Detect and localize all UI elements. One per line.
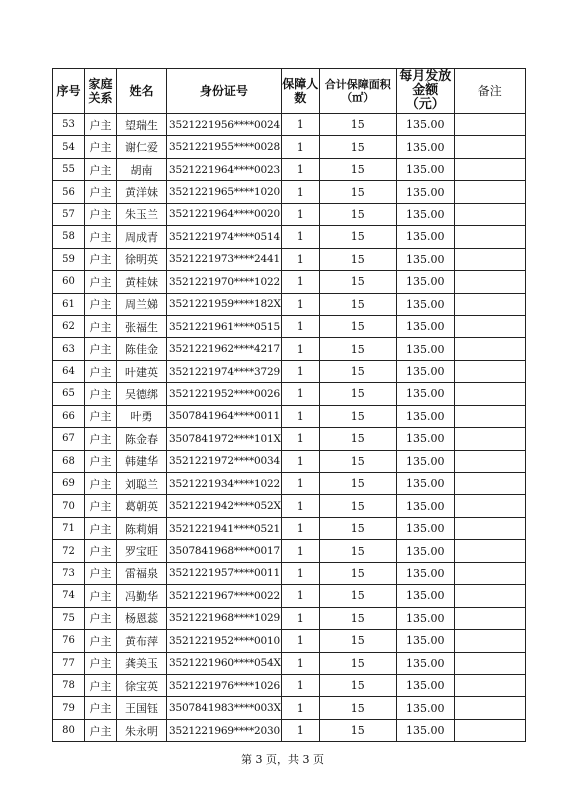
cell-amount: 135.00 xyxy=(396,383,454,405)
cell-note xyxy=(454,158,525,180)
cell-relation: 户主 xyxy=(85,293,117,315)
cell-id-number: 3521221973****2441 xyxy=(167,248,282,270)
cell-relation: 户主 xyxy=(85,562,117,584)
cell-note xyxy=(454,405,525,427)
cell-persons: 1 xyxy=(281,405,319,427)
cell-persons: 1 xyxy=(281,562,319,584)
cell-persons: 1 xyxy=(281,450,319,472)
cell-id-number: 3507841964****0011 xyxy=(167,405,282,427)
table-row xyxy=(53,607,526,629)
cell-no: 66 xyxy=(53,405,85,427)
cell-no: 70 xyxy=(53,495,85,517)
cell-id-number: 3521221968****1029 xyxy=(167,607,282,629)
cell-name: 杨恩蕊 xyxy=(117,607,167,629)
table-row xyxy=(53,473,526,495)
cell-area: 15 xyxy=(319,607,396,629)
cell-area: 15 xyxy=(319,293,396,315)
cell-name: 吴德绑 xyxy=(117,383,167,405)
cell-area: 15 xyxy=(319,226,396,248)
cell-id-number: 3521221962****4217 xyxy=(167,338,282,360)
table-row xyxy=(53,495,526,517)
table-row xyxy=(53,383,526,405)
cell-name: 朱玉兰 xyxy=(117,203,167,225)
header-persons: 保障人数 xyxy=(281,69,319,114)
cell-relation: 户主 xyxy=(85,383,117,405)
cell-name: 周兰娣 xyxy=(117,293,167,315)
cell-name: 徐明英 xyxy=(117,248,167,270)
cell-no: 78 xyxy=(53,674,85,696)
cell-area: 15 xyxy=(319,473,396,495)
cell-persons: 1 xyxy=(281,271,319,293)
cell-name: 陈佳金 xyxy=(117,338,167,360)
table-row xyxy=(53,338,526,360)
table-row xyxy=(53,226,526,248)
table-row xyxy=(53,697,526,719)
cell-relation: 户主 xyxy=(85,271,117,293)
cell-amount: 135.00 xyxy=(396,674,454,696)
cell-relation: 户主 xyxy=(85,630,117,652)
cell-area: 15 xyxy=(319,181,396,203)
cell-persons: 1 xyxy=(281,293,319,315)
cell-note xyxy=(454,652,525,674)
cell-no: 68 xyxy=(53,450,85,472)
cell-persons: 1 xyxy=(281,338,319,360)
cell-relation: 户主 xyxy=(85,607,117,629)
table-body xyxy=(53,114,526,742)
cell-area: 15 xyxy=(319,315,396,337)
cell-area: 15 xyxy=(319,338,396,360)
cell-name: 陈金春 xyxy=(117,428,167,450)
cell-note xyxy=(454,473,525,495)
cell-amount: 135.00 xyxy=(396,585,454,607)
cell-no: 77 xyxy=(53,652,85,674)
cell-id-number: 3521221964****0023 xyxy=(167,158,282,180)
cell-name: 刘聪兰 xyxy=(117,473,167,495)
cell-name: 胡南 xyxy=(117,158,167,180)
cell-relation: 户主 xyxy=(85,540,117,562)
cell-persons: 1 xyxy=(281,315,319,337)
cell-relation: 户主 xyxy=(85,338,117,360)
cell-note xyxy=(454,181,525,203)
cell-area: 15 xyxy=(319,405,396,427)
cell-persons: 1 xyxy=(281,630,319,652)
cell-amount: 135.00 xyxy=(396,697,454,719)
cell-id-number: 3521221967****0022 xyxy=(167,585,282,607)
header-no: 序号 xyxy=(53,69,85,114)
cell-amount: 135.00 xyxy=(396,338,454,360)
cell-note xyxy=(454,293,525,315)
cell-name: 叶勇 xyxy=(117,405,167,427)
table-row xyxy=(53,181,526,203)
cell-persons: 1 xyxy=(281,428,319,450)
cell-name: 黄洋妹 xyxy=(117,181,167,203)
cell-note xyxy=(454,517,525,539)
cell-name: 罗宝旺 xyxy=(117,540,167,562)
table-row xyxy=(53,136,526,158)
cell-note xyxy=(454,540,525,562)
cell-area: 15 xyxy=(319,652,396,674)
cell-amount: 135.00 xyxy=(396,136,454,158)
cell-relation: 户主 xyxy=(85,450,117,472)
cell-no: 80 xyxy=(53,719,85,741)
cell-no: 57 xyxy=(53,203,85,225)
cell-relation: 户主 xyxy=(85,203,117,225)
cell-persons: 1 xyxy=(281,540,319,562)
cell-relation: 户主 xyxy=(85,360,117,382)
cell-relation: 户主 xyxy=(85,226,117,248)
table-row xyxy=(53,428,526,450)
cell-no: 65 xyxy=(53,383,85,405)
cell-no: 59 xyxy=(53,248,85,270)
cell-id-number: 3507841983****003X xyxy=(167,697,282,719)
cell-note xyxy=(454,697,525,719)
cell-amount: 135.00 xyxy=(396,405,454,427)
cell-name: 冯勤华 xyxy=(117,585,167,607)
cell-persons: 1 xyxy=(281,495,319,517)
cell-name: 陈莉娟 xyxy=(117,517,167,539)
table-row xyxy=(53,114,526,136)
cell-id-number: 3521221952****0026 xyxy=(167,383,282,405)
cell-relation: 户主 xyxy=(85,114,117,136)
cell-name: 黄布萍 xyxy=(117,630,167,652)
cell-no: 63 xyxy=(53,338,85,360)
cell-relation: 户主 xyxy=(85,495,117,517)
table-row xyxy=(53,630,526,652)
cell-no: 76 xyxy=(53,630,85,652)
cell-no: 64 xyxy=(53,360,85,382)
cell-id-number: 3521221941****0521 xyxy=(167,517,282,539)
cell-note xyxy=(454,360,525,382)
cell-id-number: 3521221970****1022 xyxy=(167,271,282,293)
page-footer: 第 3 页，共 3 页 xyxy=(241,753,324,766)
cell-note xyxy=(454,495,525,517)
cell-relation: 户主 xyxy=(85,719,117,741)
cell-relation: 户主 xyxy=(85,181,117,203)
cell-amount: 135.00 xyxy=(396,293,454,315)
cell-amount: 135.00 xyxy=(396,248,454,270)
header-area: 合计保障面积（㎡） xyxy=(319,69,396,114)
cell-persons: 1 xyxy=(281,517,319,539)
header-relation: 家庭关系 xyxy=(85,69,117,114)
table-row xyxy=(53,562,526,584)
cell-relation: 户主 xyxy=(85,585,117,607)
cell-id-number: 3521221976****1026 xyxy=(167,674,282,696)
cell-id-number: 3521221960****054X xyxy=(167,652,282,674)
cell-persons: 1 xyxy=(281,473,319,495)
cell-name: 徐宝英 xyxy=(117,674,167,696)
cell-id-number: 3521221942****052X xyxy=(167,495,282,517)
cell-relation: 户主 xyxy=(85,158,117,180)
cell-name: 韩建华 xyxy=(117,450,167,472)
cell-area: 15 xyxy=(319,360,396,382)
cell-no: 53 xyxy=(53,114,85,136)
cell-note xyxy=(454,607,525,629)
cell-note xyxy=(454,248,525,270)
cell-relation: 户主 xyxy=(85,136,117,158)
cell-amount: 135.00 xyxy=(396,719,454,741)
cell-no: 67 xyxy=(53,428,85,450)
cell-persons: 1 xyxy=(281,226,319,248)
cell-relation: 户主 xyxy=(85,428,117,450)
table-row xyxy=(53,271,526,293)
cell-note xyxy=(454,719,525,741)
cell-area: 15 xyxy=(319,136,396,158)
header-name: 姓名 xyxy=(117,69,167,114)
cell-no: 73 xyxy=(53,562,85,584)
table-row xyxy=(53,517,526,539)
cell-no: 72 xyxy=(53,540,85,562)
cell-no: 56 xyxy=(53,181,85,203)
cell-relation: 户主 xyxy=(85,652,117,674)
cell-persons: 1 xyxy=(281,383,319,405)
cell-no: 62 xyxy=(53,315,85,337)
cell-amount: 135.00 xyxy=(396,495,454,517)
cell-persons: 1 xyxy=(281,114,319,136)
table-row xyxy=(53,360,526,382)
cell-amount: 135.00 xyxy=(396,114,454,136)
table-row xyxy=(53,203,526,225)
cell-persons: 1 xyxy=(281,248,319,270)
cell-relation: 户主 xyxy=(85,697,117,719)
cell-relation: 户主 xyxy=(85,315,117,337)
cell-id-number: 3521221957****0011 xyxy=(167,562,282,584)
cell-amount: 135.00 xyxy=(396,517,454,539)
cell-amount: 135.00 xyxy=(396,473,454,495)
cell-amount: 135.00 xyxy=(396,271,454,293)
cell-persons: 1 xyxy=(281,181,319,203)
cell-relation: 户主 xyxy=(85,248,117,270)
table-row xyxy=(53,248,526,270)
cell-name: 周成青 xyxy=(117,226,167,248)
cell-note xyxy=(454,630,525,652)
cell-id-number: 3521221972****0034 xyxy=(167,450,282,472)
cell-persons: 1 xyxy=(281,203,319,225)
cell-amount: 135.00 xyxy=(396,158,454,180)
cell-name: 葛朝英 xyxy=(117,495,167,517)
cell-area: 15 xyxy=(319,517,396,539)
header-note: 备注 xyxy=(454,69,525,114)
cell-relation: 户主 xyxy=(85,405,117,427)
cell-persons: 1 xyxy=(281,585,319,607)
cell-no: 71 xyxy=(53,517,85,539)
cell-name: 望瑞生 xyxy=(117,114,167,136)
cell-area: 15 xyxy=(319,450,396,472)
cell-note xyxy=(454,226,525,248)
cell-id-number: 3521221955****0028 xyxy=(167,136,282,158)
cell-no: 69 xyxy=(53,473,85,495)
cell-note xyxy=(454,271,525,293)
table-row xyxy=(53,674,526,696)
cell-persons: 1 xyxy=(281,360,319,382)
cell-id-number: 3521221952****0010 xyxy=(167,630,282,652)
cell-name: 张福生 xyxy=(117,315,167,337)
cell-amount: 135.00 xyxy=(396,562,454,584)
cell-id-number: 3521221961****0515 xyxy=(167,315,282,337)
cell-note xyxy=(454,428,525,450)
cell-no: 58 xyxy=(53,226,85,248)
cell-amount: 135.00 xyxy=(396,360,454,382)
cell-note xyxy=(454,114,525,136)
cell-note xyxy=(454,136,525,158)
cell-id-number: 3521221974****0514 xyxy=(167,226,282,248)
cell-amount: 135.00 xyxy=(396,450,454,472)
cell-area: 15 xyxy=(319,271,396,293)
cell-area: 15 xyxy=(319,495,396,517)
cell-name: 龚美玉 xyxy=(117,652,167,674)
cell-note xyxy=(454,562,525,584)
cell-name: 王国钰 xyxy=(117,697,167,719)
cell-area: 15 xyxy=(319,562,396,584)
cell-area: 15 xyxy=(319,383,396,405)
cell-area: 15 xyxy=(319,630,396,652)
table-row xyxy=(53,158,526,180)
cell-amount: 135.00 xyxy=(396,540,454,562)
cell-persons: 1 xyxy=(281,674,319,696)
cell-note xyxy=(454,450,525,472)
cell-relation: 户主 xyxy=(85,473,117,495)
cell-relation: 户主 xyxy=(85,674,117,696)
table-row xyxy=(53,719,526,741)
cell-area: 15 xyxy=(319,697,396,719)
cell-note xyxy=(454,585,525,607)
cell-amount: 135.00 xyxy=(396,315,454,337)
cell-name: 朱永明 xyxy=(117,719,167,741)
cell-amount: 135.00 xyxy=(396,181,454,203)
table-row xyxy=(53,540,526,562)
cell-area: 15 xyxy=(319,674,396,696)
cell-id-number: 3521221964****0020 xyxy=(167,203,282,225)
header-amount: 每月发放金额（元） xyxy=(396,69,454,114)
cell-name: 雷福泉 xyxy=(117,562,167,584)
cell-no: 74 xyxy=(53,585,85,607)
header-id: 身份证号 xyxy=(167,69,282,114)
cell-area: 15 xyxy=(319,114,396,136)
cell-persons: 1 xyxy=(281,652,319,674)
cell-persons: 1 xyxy=(281,719,319,741)
table-row xyxy=(53,652,526,674)
cell-note xyxy=(454,203,525,225)
cell-name: 黄桂妹 xyxy=(117,271,167,293)
cell-persons: 1 xyxy=(281,607,319,629)
cell-id-number: 3521221965****1020 xyxy=(167,181,282,203)
cell-persons: 1 xyxy=(281,158,319,180)
cell-amount: 135.00 xyxy=(396,607,454,629)
cell-area: 15 xyxy=(319,158,396,180)
cell-area: 15 xyxy=(319,428,396,450)
cell-id-number: 3507841972****101X xyxy=(167,428,282,450)
cell-persons: 1 xyxy=(281,697,319,719)
cell-amount: 135.00 xyxy=(396,226,454,248)
cell-amount: 135.00 xyxy=(396,652,454,674)
table-row xyxy=(53,585,526,607)
cell-id-number: 3521221959****182X xyxy=(167,293,282,315)
cell-note xyxy=(454,338,525,360)
table-header-row xyxy=(53,69,526,114)
cell-id-number: 3521221969****2030 xyxy=(167,719,282,741)
cell-name: 谢仁爱 xyxy=(117,136,167,158)
cell-area: 15 xyxy=(319,203,396,225)
cell-no: 75 xyxy=(53,607,85,629)
cell-name: 叶建英 xyxy=(117,360,167,382)
cell-area: 15 xyxy=(319,248,396,270)
cell-area: 15 xyxy=(319,540,396,562)
table-row xyxy=(53,405,526,427)
cell-note xyxy=(454,674,525,696)
cell-id-number: 3521221934****1022 xyxy=(167,473,282,495)
cell-no: 54 xyxy=(53,136,85,158)
cell-id-number: 3521221974****3729 xyxy=(167,360,282,382)
cell-no: 79 xyxy=(53,697,85,719)
cell-no: 55 xyxy=(53,158,85,180)
cell-no: 60 xyxy=(53,271,85,293)
cell-amount: 135.00 xyxy=(396,630,454,652)
cell-note xyxy=(454,315,525,337)
cell-persons: 1 xyxy=(281,136,319,158)
table-row xyxy=(53,450,526,472)
cell-id-number: 3507841968****0017 xyxy=(167,540,282,562)
subsidy-table xyxy=(52,68,526,742)
cell-area: 15 xyxy=(319,585,396,607)
cell-amount: 135.00 xyxy=(396,203,454,225)
cell-amount: 135.00 xyxy=(396,428,454,450)
cell-note xyxy=(454,383,525,405)
cell-no: 61 xyxy=(53,293,85,315)
cell-relation: 户主 xyxy=(85,517,117,539)
table-row xyxy=(53,315,526,337)
cell-id-number: 3521221956****0024 xyxy=(167,114,282,136)
table-row xyxy=(53,293,526,315)
cell-area: 15 xyxy=(319,719,396,741)
